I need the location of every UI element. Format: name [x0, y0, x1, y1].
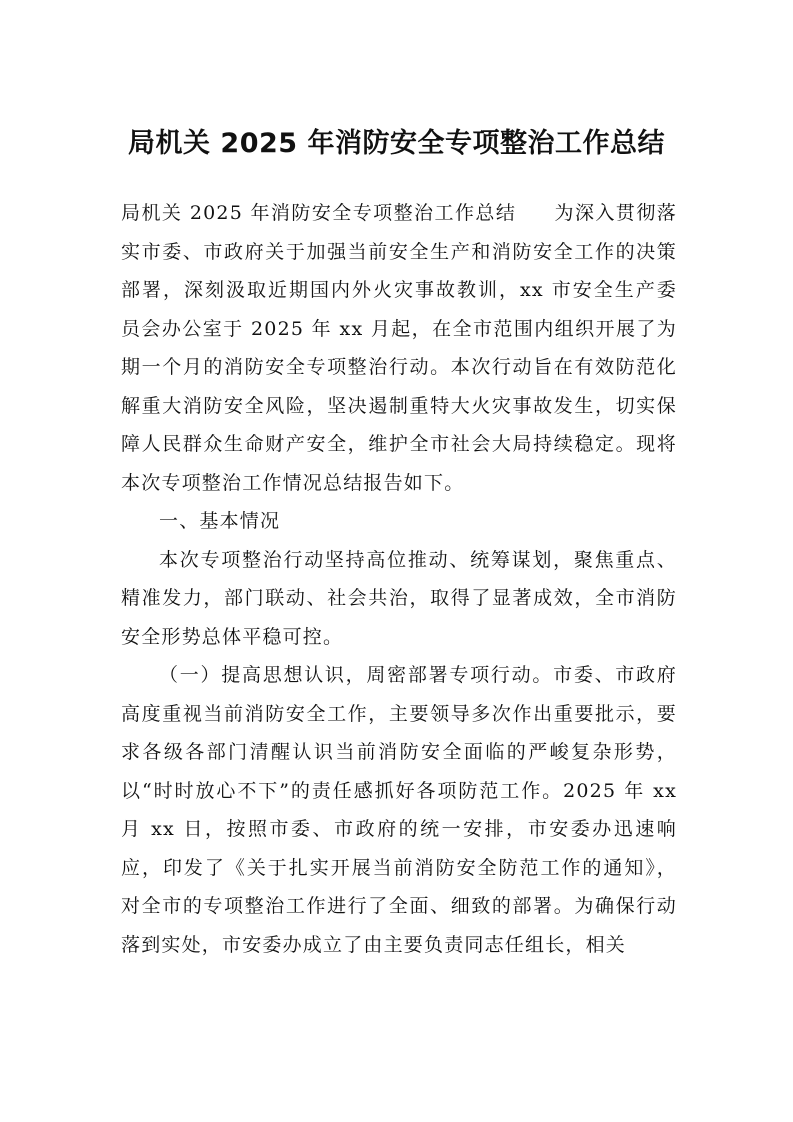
- intro-body: 为深入贯彻落实市委、市政府关于加强当前安全生产和消防安全工作的决策部署，深刻汲取近期国内外火灾事故教训，xx 市安全生产委员会办公室于 2025 年 xx 月起，在全市范围内组织开展了为期一个月的消防安全专项整治行动。本次行动旨在有效防范化解重大消防安全风险，坚决遏制重特大火灾事故发生，切实保障人民群众生命财产安全，维护全市社会大局持续稳定。现将本次专项整治工作情况总结报告如下。: [121, 202, 678, 494]
- document-body: [121, 194, 677, 964]
- document-title: 局机关 2025 年消防安全专项整治工作总结: [128, 128, 665, 159]
- subsection-1-paragraph: （一）提高思想认识，周密部署专项行动。市委、市政府高度重视当前消防安全工作，主要领导多次作出重要批示，要求各级各部门清醒认识当前消防安全面临的严峻复杂形势，以“时时放心不下”的责任感抓好各项防范工作。2025 年 xx 月 xx 日，按照市委、市政府的统一安排，市安委办迅速响应，印发了《关于扎实开展当前消防安全防范工作的通知》，对全市的专项整治工作进行了全面、细致的部署。为确保行动落到实处，市安委办成立了由主要负责同志任组长，相关: [121, 664, 677, 956]
- section-1-paragraph: 本次专项整治行动坚持高位推动、统筹谋划，聚焦重点、精准发力，部门联动、社会共治，取得了显著成效，全市消防安全形势总体平稳可控。: [121, 548, 677, 648]
- section-1-heading: 一、基本情况: [159, 510, 281, 532]
- intro-paragraph: [121, 194, 677, 502]
- intro-lead: 局机关 2025 年消防安全专项整治工作总结: [121, 202, 517, 224]
